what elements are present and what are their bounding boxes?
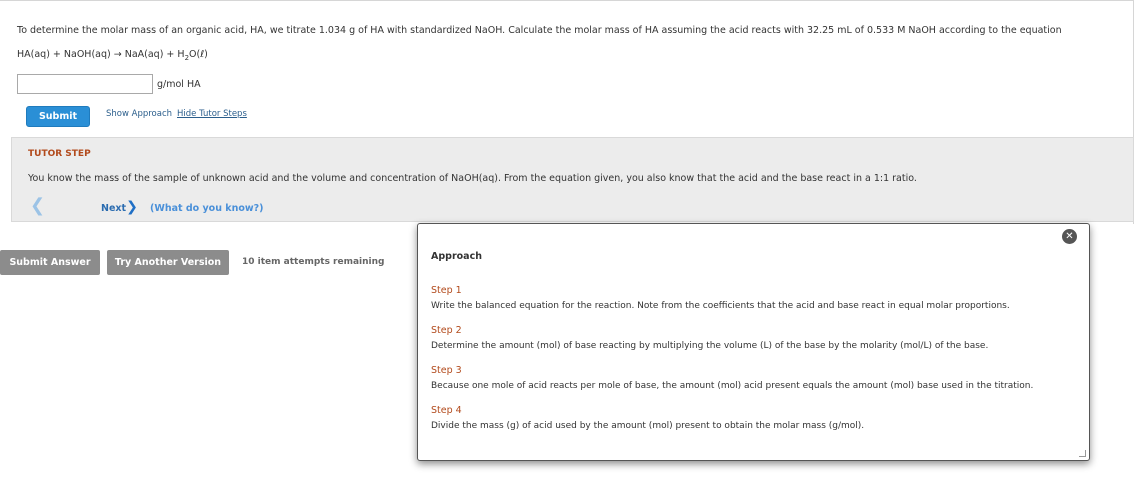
- tutor-step-title: TUTOR STEP: [28, 149, 91, 159]
- try-another-version-button[interactable]: Try Another Version: [107, 250, 229, 275]
- show-approach-link[interactable]: Show Approach: [106, 109, 173, 119]
- approach-step-2: [431, 325, 988, 351]
- equation-subscript: 2: [184, 53, 190, 62]
- equation-part2: O(ℓ): [189, 49, 208, 60]
- approach-step-1: [431, 285, 1010, 311]
- approach-step-4: [431, 405, 864, 431]
- close-icon[interactable]: ✕: [1062, 229, 1077, 244]
- tutor-step-text: You know the mass of the sample of unknown acid and the volume and concentration of NaOH(aq). From the equation given, you also know that the acid and the base react in a 1:1 ratio.: [28, 173, 917, 184]
- previous-step-chevron-icon[interactable]: ❮: [30, 195, 46, 216]
- step-text: Determine the amount (mol) of base reacting by multiplying the volume (L) of the base by the molarity (mol/L) of the base.: [431, 341, 989, 351]
- approach-title: Approach: [431, 251, 482, 262]
- resize-grip-icon[interactable]: [1079, 450, 1086, 457]
- step-text: Write the balanced equation for the reaction. Note from the coefficients that the acid and base react in equal molar proportions.: [431, 301, 1010, 311]
- approach-popup: [417, 223, 1090, 461]
- next-label: Next: [101, 203, 127, 214]
- submit-answer-button[interactable]: Submit Answer: [0, 250, 100, 275]
- unit-label: g/mol HA: [157, 79, 201, 90]
- step-title: Step 1: [431, 285, 462, 296]
- tutor-step-panel: [11, 137, 1134, 222]
- reaction-equation: [17, 49, 208, 62]
- step-title: Step 3: [431, 365, 462, 376]
- step-title: Step 4: [431, 405, 462, 416]
- next-step-button[interactable]: [101, 199, 138, 215]
- question-panel: [0, 0, 1134, 224]
- next-chevron-icon: ❯: [126, 199, 138, 215]
- molar-mass-answer-input[interactable]: [17, 74, 153, 94]
- step-title: Step 2: [431, 325, 462, 336]
- question-text: To determine the molar mass of an organic acid, HA, we titrate 1.034 g of HA with standardized NaOH. Calculate the molar mass of HA assuming the acid reacts with 32.25 mL of 0.533 M NaOH according to the equation: [17, 25, 1062, 36]
- approach-step-3: [431, 365, 1033, 391]
- submit-button[interactable]: Submit: [26, 106, 90, 127]
- step-text: Because one mole of acid reacts per mole of base, the amount (mol) acid present equals the amount (mol) base used in the titration.: [431, 381, 1034, 391]
- equation-part1: HA(aq) + NaOH(aq) → NaA(aq) + H: [17, 49, 185, 60]
- attempts-remaining-text: 10 item attempts remaining: [242, 257, 385, 267]
- next-step-hint[interactable]: (What do you know?): [150, 203, 264, 214]
- step-text: Divide the mass (g) of acid used by the amount (mol) present to obtain the molar mass (g/mol).: [431, 421, 865, 431]
- hide-tutor-steps-link[interactable]: Hide Tutor Steps: [177, 109, 247, 119]
